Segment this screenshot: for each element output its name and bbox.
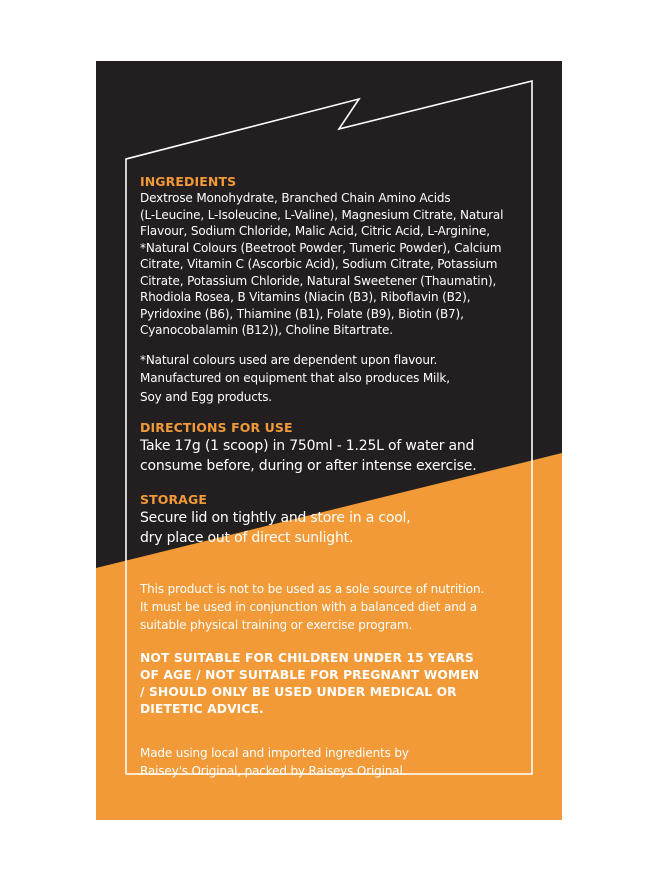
formulated-text xyxy=(140,580,540,634)
warning-line: NOT SUITABLE FOR CHILDREN UNDER 15 YEARS xyxy=(140,651,474,665)
warning-line: DIETETIC ADVICE. xyxy=(140,702,264,716)
directions-text xyxy=(140,436,540,476)
ingredients-line: Cyanocobalamin (B12)), Choline Bitartrate. xyxy=(140,323,393,337)
label-content xyxy=(140,174,540,780)
notes-line: Soy and Egg products. xyxy=(140,389,272,404)
formulated-line: suitable physical training or exercise program. xyxy=(140,618,413,632)
origin-line: Raisey's Original, packed by Raiseys Original. xyxy=(140,764,407,778)
directions-heading: DIRECTIONS FOR USE xyxy=(140,420,293,435)
ingredients-line: Dextrose Monohydrate, Branched Chain Amino Acids xyxy=(140,191,451,205)
directions-line: Take 17g (1 scoop) in 750ml - 1.25L of water and xyxy=(140,438,475,454)
notes-line: Manufactured on equipment that also produces Milk, xyxy=(140,371,450,385)
formulated-heading: FORMULATED SUPPLEMENTARY SPORTS FOOD xyxy=(140,564,469,579)
storage-line: Secure lid on tightly and store in a cool, xyxy=(140,510,411,526)
notes-line: *Natural colours used are dependent upon flavour. xyxy=(140,352,438,367)
warning-section xyxy=(140,650,540,718)
formulated-section xyxy=(140,564,540,634)
directions-section xyxy=(140,420,540,476)
warning-line: / SHOULD ONLY BE USED UNDER MEDICAL OR xyxy=(140,685,457,699)
notes-section xyxy=(140,351,540,407)
notes-text xyxy=(140,351,540,407)
directions-line: consume before, during or after intense exercise. xyxy=(140,458,477,474)
ingredients-line: Rhodiola Rosea, B Vitamins (Niacin (B3), Riboflavin (B2), xyxy=(140,290,471,304)
storage-heading: STORAGE xyxy=(140,492,207,507)
origin-line: Made using local and imported ingredients by xyxy=(140,746,409,760)
ingredients-text xyxy=(140,190,540,339)
storage-section xyxy=(140,492,540,548)
ingredients-line: Pyridoxine (B6), Thiamine (B1), Folate (B9), Biotin (B7), xyxy=(140,306,464,321)
ingredients-heading: INGREDIENTS xyxy=(140,174,237,189)
formulated-line: It must be used in conjunction with a balanced diet and a xyxy=(140,600,478,614)
ingredients-line: Citrate, Vitamin C (Ascorbic Acid), Sodium Citrate, Potassium xyxy=(140,257,498,271)
ingredients-line: Citrate, Potassium Chloride, Natural Sweetener (Thaumatin), xyxy=(140,273,497,288)
formulated-line: This product is not to be used as a sole source of nutrition. xyxy=(140,582,485,596)
ingredients-line: *Natural Colours (Beetroot Powder, Tumeric Powder), Calcium xyxy=(140,240,502,255)
label-panel xyxy=(96,61,562,820)
ingredients-line: (L-Leucine, L-Isoleucine, L-Valine), Magnesium Citrate, Natural xyxy=(140,207,504,222)
ingredients-section xyxy=(140,174,540,339)
origin-section xyxy=(140,744,540,780)
storage-line: dry place out of direct sunlight. xyxy=(140,530,354,546)
origin-text xyxy=(140,744,540,780)
storage-text xyxy=(140,508,540,548)
ingredients-line: Flavour, Sodium Chloride, Malic Acid, Citric Acid, L-Arginine, xyxy=(140,224,490,238)
warning-line: OF AGE / NOT SUITABLE FOR PREGNANT WOMEN xyxy=(140,668,480,682)
warning-text xyxy=(140,650,540,718)
